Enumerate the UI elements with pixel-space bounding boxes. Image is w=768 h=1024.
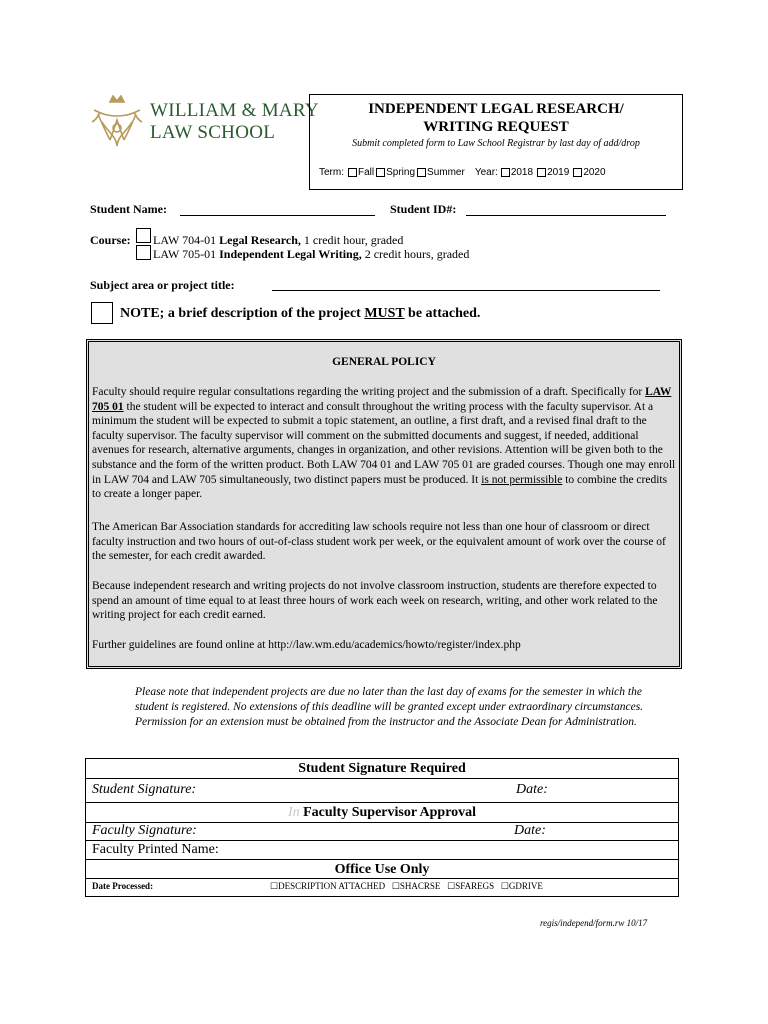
faculty-header-faded: In: [287, 805, 300, 820]
note-part2: be attached.: [404, 306, 481, 321]
course-705-credits: 2 credit hours, graded: [361, 247, 470, 261]
faculty-printed-name-row[interactable]: [86, 841, 678, 860]
year-2018-label: 2018: [510, 167, 534, 178]
office-use-header: Office Use Only: [334, 862, 430, 877]
faculty-signature-label: Faculty Signature:: [92, 823, 197, 838]
student-signature-header: Student Signature Required: [298, 761, 466, 776]
term-summer-checkbox[interactable]: [417, 168, 426, 177]
note-text: [120, 306, 480, 322]
student-signature-label: Student Signature:: [92, 782, 197, 797]
course-705-title: Independent Legal Writing,: [219, 247, 362, 261]
general-policy-box: [86, 339, 682, 669]
form-title-line2: WRITING REQUEST: [423, 119, 569, 135]
student-signature-header-row: [86, 759, 678, 779]
term-label: Term:: [319, 167, 344, 178]
title-box: [309, 94, 683, 190]
year-2019-checkbox[interactable]: [537, 168, 546, 177]
student-id-label: Student ID#:: [390, 202, 457, 216]
term-fall-checkbox[interactable]: [348, 168, 357, 177]
subject-label: Subject area or project title:: [90, 278, 235, 292]
year-2020-label: 2020: [583, 167, 606, 178]
form-subtitle: Submit completed form to Law School Registrar by last day of add/drop: [352, 138, 640, 149]
term-fall-label: Fall: [358, 167, 375, 178]
policy-p1-law: LAW 705 01: [92, 386, 672, 413]
policy-p1-not-permissible: is not permissible: [481, 473, 563, 486]
course-label: Course:: [90, 233, 131, 247]
student-name-label: Student Name:: [90, 202, 167, 216]
logo-line2: LAW SCHOOL: [150, 122, 276, 143]
course-704-text: [153, 233, 403, 248]
faculty-date-label: Date:: [514, 823, 546, 838]
course-705-text: [153, 247, 469, 262]
year-2018-checkbox[interactable]: [501, 168, 510, 177]
term-row: [319, 167, 606, 178]
term-spring-checkbox[interactable]: [376, 168, 385, 177]
course-704-title: Legal Research,: [219, 233, 301, 247]
policy-p1-c: to combine the credits to create a longer paper.: [92, 473, 668, 501]
faculty-approval-header: [86, 803, 678, 823]
course-704-code: LAW 704-01: [153, 233, 220, 247]
policy-p1-b: the student will be expected to interact and consult throughout the writing process with the faculty supervisor. At a minimum the student will be expected to submit a topic statement, an outline, a first draft, and a revised final draft to the faculty supervisor. The faculty supervisor will comment on the submitted documents and suggest, if needed, additional avenues for research, alternative arguments, changes in organization, and other revisions. Attention will be given both to the substance and the form of the written product. Both LAW 704 01 and LAW 705 01 are graded courses. Though one may enroll in LAW 704 and LAW 705 simultaneously, two distinct papers must be produced. It: [92, 400, 676, 486]
deadline-note: Please note that independent projects are due no later than the last day of exams for the semester in which the student is registered. No extensions of this deadline will be granted except under extraordinary circumstances. Permission for an extension must be obtained from the instructor and the Associate Dean for Administration.: [135, 686, 644, 728]
faculty-header-text: Faculty Supervisor Approval: [303, 805, 477, 820]
faculty-printed-name-label: Faculty Printed Name:: [92, 842, 219, 857]
signature-table: [85, 758, 679, 897]
faculty-signature-row[interactable]: [86, 823, 678, 841]
policy-paragraph-1: [92, 385, 678, 502]
student-name-field[interactable]: [180, 215, 375, 216]
year-2020-checkbox[interactable]: [573, 168, 582, 177]
course-704-checkbox[interactable]: [136, 228, 151, 243]
policy-paragraph-4: Further guidelines are found online at http://law.wm.edu/academics/howto/register/index.php: [92, 639, 521, 651]
student-id-field[interactable]: [466, 215, 666, 216]
date-processed-label: Date Processed:: [92, 881, 154, 891]
term-summer-label: Summer: [427, 167, 465, 178]
office-use-row: [86, 879, 678, 896]
faculty-approval-header-row: [86, 803, 678, 823]
subject-field[interactable]: [272, 290, 660, 291]
description-attached-checkbox[interactable]: [91, 302, 113, 324]
policy-p1-a: Faculty should require regular consultations regarding the writing project and the submission of a draft. Specifically for: [92, 386, 646, 398]
note-part1: NOTE; a brief description of the project: [120, 306, 365, 321]
logo-line1: WILLIAM & MARY: [150, 100, 319, 121]
student-signature-row[interactable]: [86, 779, 678, 803]
crest-icon: [88, 92, 146, 148]
policy-paragraph-3: Because independent research and writing projects do not involve classroom instruction, students are therefore expected to spend an amount of time equal to at least three hours of work each week on research, writing, and other work related to the writing project for each credit earned.: [92, 580, 658, 622]
year-2019-label: 2019: [547, 167, 570, 178]
term-spring-label: Spring: [386, 167, 416, 178]
year-label: Year:: [474, 167, 498, 178]
note-must: MUST: [364, 306, 405, 321]
policy-paragraph-2: The American Bar Association standards for accrediting law schools require not less than one hour of classroom or direct faculty instruction and two hours of out-of-class student work per week, or the equivalent amount of work over the course of the semester, for each credit awarded.: [92, 521, 666, 563]
form-title-line1: INDEPENDENT LEGAL RESEARCH/: [368, 101, 624, 117]
office-checkboxes[interactable]: ☐DESCRIPTION ATTACHED ☐SHACRSE ☐SFAREGS ☐GDRIVE: [270, 881, 543, 891]
course-704-credits: 1 credit hour, graded: [300, 233, 404, 247]
course-705-code: LAW 705-01: [153, 247, 220, 261]
office-use-header-row: [86, 860, 678, 879]
school-name: [150, 100, 319, 144]
policy-title: GENERAL POLICY: [332, 356, 436, 368]
form-revision-footer: regis/independ/form.rw 10/17: [540, 918, 648, 928]
course-705-checkbox[interactable]: [136, 245, 151, 260]
student-date-label: Date:: [516, 782, 548, 797]
